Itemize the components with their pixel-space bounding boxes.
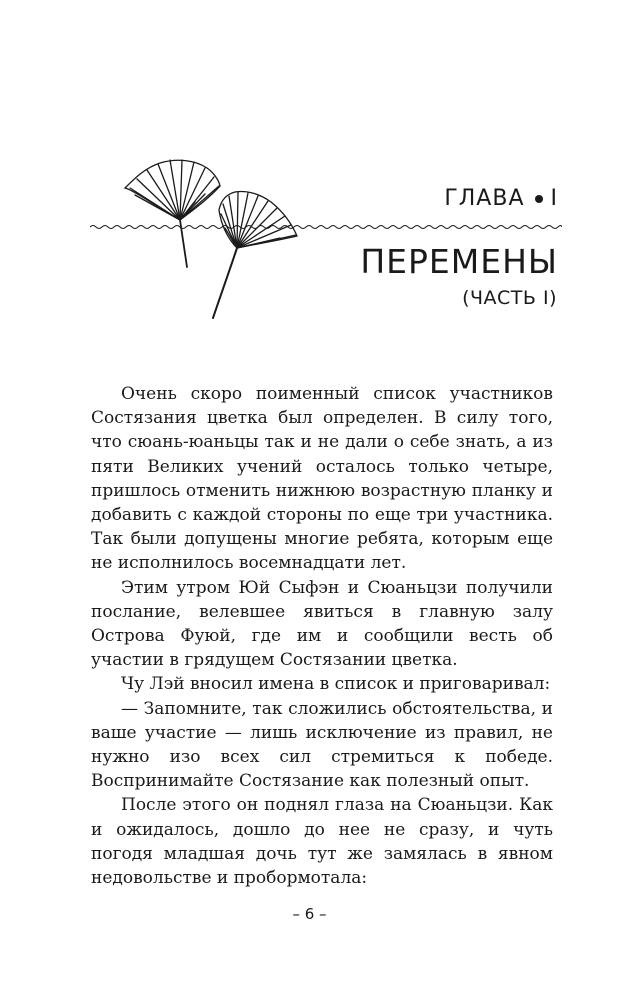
chapter-title: ПЕРЕМЕНЫ: [360, 242, 558, 281]
paragraph: — Запомните, так сложились обстоятельства, и ваше участие — лишь исключение из правил, не нужно изо всех сил стремиться к победе. Воспринимайте Состязание как полезный опыт.: [91, 698, 553, 792]
wavy-divider: [90, 222, 562, 232]
chapter-number: I: [550, 186, 558, 211]
ginkgo-leaves-icon: [95, 150, 310, 325]
body-text: [91, 382, 553, 890]
chapter-subtitle: (ЧАСТЬ I): [462, 287, 557, 309]
bullet-dot-icon: [535, 195, 543, 203]
paragraph: Чу Лэй вносил имена в список и приговаривал:: [121, 674, 551, 695]
paragraph: Этим утром Юй Сыфэн и Сюаньцзи получили послание, велевшее явиться в главную залу Острова Фуюй, где им и сообщили весть об участии в грядущем Состязании цветка.: [91, 577, 553, 671]
paragraph: Очень скоро поименный список участников Состязания цветка был определен. В силу того, что сюань-юаньцы так и не дали о себе знать, а из пяти Великих учений осталось только четыре, пришлось отменить нижнюю возрастную планку и добавить с каждой стороны по еще три участника. Так были допущены многие ребята, которым еще не исполнилось восемнадцати лет.: [91, 384, 553, 574]
paragraph: После этого он поднял глаза на Сюаньцзи. Как и ожидалось, дошло до нее не сразу, и чуть погодя младшая дочь тут же замялась в явном недовольстве и пробормотала:: [91, 795, 553, 889]
chapter-label-text: ГЛАВА: [444, 186, 525, 211]
chapter-label: [444, 186, 558, 211]
page-number: – 6 –: [292, 905, 327, 923]
